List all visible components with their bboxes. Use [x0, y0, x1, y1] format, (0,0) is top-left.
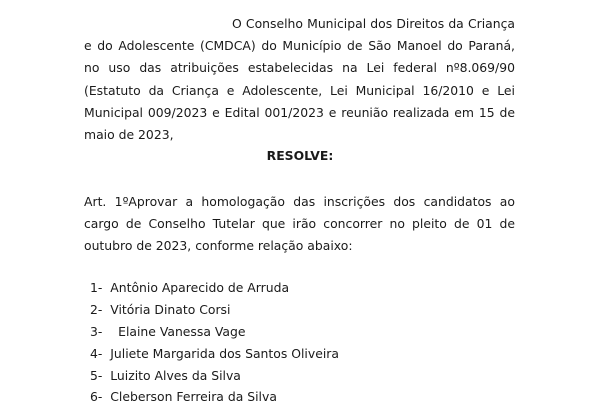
list-item: [90, 280, 289, 296]
candidate-name: Elaine Vanessa Vage: [118, 324, 246, 339]
list-item: [90, 302, 230, 318]
item-number: 3-: [90, 324, 103, 339]
candidate-name: Antônio Aparecido de Arruda: [110, 280, 290, 295]
candidate-name: Cleberson Ferreira da Silva: [110, 389, 277, 404]
item-number: 6-: [90, 389, 103, 404]
list-item: [90, 324, 245, 340]
preamble-text: O Conselho Municipal dos Direitos da Criança e do Adolescente (CMDCA) do Município de São Manoel do Paraná, no uso das atribuições estabelecidas na Lei federal nº8.069/90 (Estatuto da Criança e Adolescente, Lei Municipal 16/2010 e Lei Municipal 009/2023 e Edital 001/2023 e reunião realizada em 15 de maio de 2023,: [84, 16, 515, 143]
resolve-heading: RESOLVE:: [266, 148, 334, 163]
candidate-name: Vitória Dinato Corsi: [110, 302, 231, 317]
item-number: 2-: [90, 302, 103, 317]
list-item: [90, 368, 241, 384]
item-number: 5-: [90, 368, 103, 383]
preamble-paragraph: [84, 13, 515, 146]
item-number: 4-: [90, 346, 103, 361]
candidate-name: Luizito Alves da Silva: [110, 368, 241, 383]
item-number: 1-: [90, 280, 103, 295]
article-paragraph: Art. 1ºAprovar a homologação das inscrições dos candidatos ao cargo de Conselho Tutelar que irão concorrer no pleito de 01 de outubro de 2023, conforme relação abaixo:: [84, 194, 515, 254]
candidate-name: Juliete Margarida dos Santos Oliveira: [110, 346, 339, 361]
list-item: [90, 346, 339, 362]
list-item: [90, 389, 277, 405]
